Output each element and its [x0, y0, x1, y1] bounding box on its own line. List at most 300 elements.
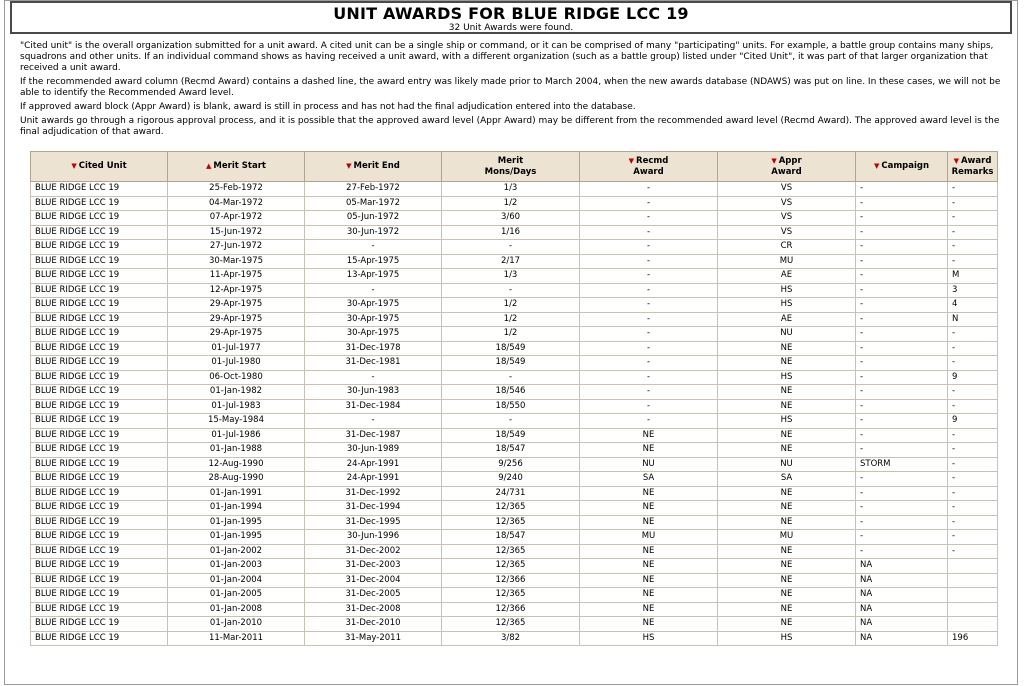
merit-duration-cell: 12/365	[442, 617, 580, 632]
cited-unit-cell: BLUE RIDGE LCC 19	[31, 544, 168, 559]
table-row	[31, 472, 998, 487]
merit-duration-cell: 1/3	[442, 182, 580, 197]
appr-award-cell: HS	[718, 370, 856, 385]
appr-award-cell: NE	[718, 501, 856, 516]
merit-start-cell: 01-Jan-1994	[168, 501, 305, 516]
cited-unit-cell: BLUE RIDGE LCC 19	[31, 559, 168, 574]
merit-duration-cell: 18/547	[442, 443, 580, 458]
column-label-line2: Award	[633, 166, 664, 177]
merit-start-cell: 30-Mar-1975	[168, 254, 305, 269]
merit-duration-cell: 9/256	[442, 457, 580, 472]
campaign-cell: -	[856, 240, 948, 255]
table-row	[31, 501, 998, 516]
merit-start-cell: 01-Jan-2003	[168, 559, 305, 574]
merit-start-cell: 29-Apr-1975	[168, 298, 305, 313]
merit-end-cell: 30-Jun-1983	[305, 385, 442, 400]
cited-unit-cell: BLUE RIDGE LCC 19	[31, 312, 168, 327]
campaign-cell: NA	[856, 573, 948, 588]
merit-start-cell: 01-Jan-2008	[168, 602, 305, 617]
appr-award-cell: NE	[718, 356, 856, 371]
campaign-cell: -	[856, 225, 948, 240]
column-header-merit-start[interactable]	[168, 152, 305, 182]
recmd-award-cell: -	[580, 385, 718, 400]
table-row	[31, 515, 998, 530]
award-remarks-cell	[948, 617, 998, 632]
recmd-award-cell: -	[580, 211, 718, 226]
award-remarks-cell: -	[948, 457, 998, 472]
appr-award-cell: VS	[718, 211, 856, 226]
appr-award-cell: MU	[718, 254, 856, 269]
campaign-cell: -	[856, 196, 948, 211]
recmd-award-cell: NE	[580, 515, 718, 530]
table-row	[31, 370, 998, 385]
merit-duration-cell: 9/240	[442, 472, 580, 487]
merit-end-cell: -	[305, 414, 442, 429]
recmd-award-cell: NE	[580, 486, 718, 501]
column-header-award-remarks[interactable]	[948, 152, 998, 182]
merit-end-cell: 31-Dec-2005	[305, 588, 442, 603]
title-box	[10, 1, 1012, 34]
column-header-merit-end[interactable]	[305, 152, 442, 182]
merit-end-cell: 31-May-2011	[305, 631, 442, 646]
merit-end-cell: 31-Dec-2008	[305, 602, 442, 617]
campaign-cell: -	[856, 298, 948, 313]
award-remarks-cell: -	[948, 530, 998, 545]
appr-award-cell: NE	[718, 602, 856, 617]
cited-unit-cell: BLUE RIDGE LCC 19	[31, 443, 168, 458]
appr-award-cell: HS	[718, 631, 856, 646]
campaign-cell: NA	[856, 588, 948, 603]
recmd-award-cell: NE	[580, 602, 718, 617]
merit-end-cell: 31-Dec-1994	[305, 501, 442, 516]
merit-start-cell: 11-Mar-2011	[168, 631, 305, 646]
table-row	[31, 240, 998, 255]
recmd-award-cell: -	[580, 182, 718, 197]
merit-start-cell: 01-Jul-1986	[168, 428, 305, 443]
campaign-cell: -	[856, 269, 948, 284]
merit-end-cell: 31-Dec-1987	[305, 428, 442, 443]
campaign-cell: -	[856, 399, 948, 414]
merit-start-cell: 15-Jun-1972	[168, 225, 305, 240]
table-row	[31, 414, 998, 429]
cited-unit-cell: BLUE RIDGE LCC 19	[31, 385, 168, 400]
recmd-award-cell: -	[580, 240, 718, 255]
cited-unit-cell: BLUE RIDGE LCC 19	[31, 428, 168, 443]
merit-end-cell: 30-Apr-1975	[305, 312, 442, 327]
cited-unit-cell: BLUE RIDGE LCC 19	[31, 414, 168, 429]
cited-unit-cell: BLUE RIDGE LCC 19	[31, 588, 168, 603]
page-title: UNIT AWARDS FOR BLUE RIDGE LCC 19	[333, 4, 689, 23]
merit-start-cell: 07-Apr-1972	[168, 211, 305, 226]
sort-down-icon[interactable]: ▼	[953, 156, 959, 165]
table-row	[31, 269, 998, 284]
sort-down-icon[interactable]: ▼	[71, 162, 77, 170]
award-remarks-cell	[948, 573, 998, 588]
appr-award-cell: VS	[718, 225, 856, 240]
appr-award-cell: CR	[718, 240, 856, 255]
sort-up-icon[interactable]: ▲	[206, 162, 212, 170]
recmd-award-cell: NE	[580, 573, 718, 588]
award-remarks-cell	[948, 588, 998, 603]
cited-unit-cell: BLUE RIDGE LCC 19	[31, 631, 168, 646]
merit-duration-cell: 24/731	[442, 486, 580, 501]
merit-end-cell: 24-Apr-1991	[305, 472, 442, 487]
merit-duration-cell: 12/366	[442, 602, 580, 617]
cited-unit-cell: BLUE RIDGE LCC 19	[31, 225, 168, 240]
table-row	[31, 341, 998, 356]
merit-duration-cell: 1/16	[442, 225, 580, 240]
appr-award-cell: NE	[718, 515, 856, 530]
award-remarks-cell: -	[948, 385, 998, 400]
merit-start-cell: 01-Jan-2002	[168, 544, 305, 559]
merit-start-cell: 01-Jan-2004	[168, 573, 305, 588]
merit-start-cell: 01-Jan-1995	[168, 530, 305, 545]
appr-award-cell: NE	[718, 559, 856, 574]
recmd-award-cell: -	[580, 254, 718, 269]
table-row	[31, 428, 998, 443]
column-header-appr-award[interactable]	[718, 152, 856, 182]
cited-unit-cell: BLUE RIDGE LCC 19	[31, 399, 168, 414]
table-row	[31, 559, 998, 574]
cited-unit-cell: BLUE RIDGE LCC 19	[31, 269, 168, 284]
column-label-line2: Remarks	[951, 166, 994, 177]
column-label: Campaign	[881, 161, 930, 171]
merit-end-cell: 31-Dec-2004	[305, 573, 442, 588]
note-cited-unit: "Cited unit" is the overall organization submitted for a unit award. A cited unit can be a single ship or command, or it can be comprised of many "participating" units. For example, a battle group contains many ships, squadrons and other units. If an individual command shows as having received a unit award, with a different organization (such as a battle group) listed under "Cited Unit", it was part of that larger organization that received a unit award.	[20, 41, 994, 73]
column-header-cited-unit[interactable]	[31, 152, 168, 182]
note-recmd-award: If the recommended award column (Recmd Award) contains a dashed line, the award entry was likely made prior to March 2004, when the new awards database (NDAWS) was put on line. In these cases, we will not be able to identify the Recommended Award level.	[20, 77, 1001, 98]
cited-unit-cell: BLUE RIDGE LCC 19	[31, 472, 168, 487]
column-label: Merit Start	[213, 161, 266, 171]
column-label-line2: Award	[771, 166, 802, 177]
table-row	[31, 385, 998, 400]
recmd-award-cell: NE	[580, 428, 718, 443]
recmd-award-cell: SA	[580, 472, 718, 487]
appr-award-cell: NE	[718, 617, 856, 632]
appr-award-cell: SA	[718, 472, 856, 487]
award-remarks-cell: N	[948, 312, 998, 327]
sort-down-icon[interactable]: ▼	[771, 156, 777, 165]
merit-end-cell: 31-Dec-1984	[305, 399, 442, 414]
note-appr-award: If approved award block (Appr Award) is blank, award is still in process and has not had the final adjudication entered into the database.	[20, 102, 636, 112]
award-remarks-cell: M	[948, 269, 998, 284]
merit-duration-cell: 1/2	[442, 327, 580, 342]
merit-start-cell: 01-Jan-1988	[168, 443, 305, 458]
merit-duration-cell: -	[442, 283, 580, 298]
recmd-award-cell: -	[580, 312, 718, 327]
table-row	[31, 530, 998, 545]
column-header-recmd-award[interactable]	[580, 152, 718, 182]
column-label: Merit End	[353, 161, 400, 171]
merit-end-cell: 31-Dec-1981	[305, 356, 442, 371]
table-row	[31, 196, 998, 211]
merit-start-cell: 15-May-1984	[168, 414, 305, 429]
recmd-award-cell: NE	[580, 588, 718, 603]
appr-award-cell: NE	[718, 443, 856, 458]
award-remarks-cell: -	[948, 225, 998, 240]
cited-unit-cell: BLUE RIDGE LCC 19	[31, 283, 168, 298]
campaign-cell: -	[856, 428, 948, 443]
merit-duration-cell: 18/550	[442, 399, 580, 414]
merit-start-cell: 11-Apr-1975	[168, 269, 305, 284]
merit-duration-cell: 18/549	[442, 356, 580, 371]
appr-award-cell: AE	[718, 269, 856, 284]
column-label: Recmd	[636, 155, 669, 166]
recmd-award-cell: NE	[580, 544, 718, 559]
table-row	[31, 283, 998, 298]
merit-duration-cell: 3/60	[442, 211, 580, 226]
merit-duration-cell: 18/546	[442, 385, 580, 400]
award-remarks-cell: -	[948, 472, 998, 487]
campaign-cell: -	[856, 370, 948, 385]
merit-end-cell: -	[305, 370, 442, 385]
merit-start-cell: 28-Aug-1990	[168, 472, 305, 487]
merit-start-cell: 01-Jul-1980	[168, 356, 305, 371]
table-row	[31, 225, 998, 240]
appr-award-cell: NE	[718, 573, 856, 588]
appr-award-cell: NE	[718, 544, 856, 559]
merit-start-cell: 01-Jan-1991	[168, 486, 305, 501]
cited-unit-cell: BLUE RIDGE LCC 19	[31, 327, 168, 342]
recmd-award-cell: -	[580, 298, 718, 313]
table-row	[31, 312, 998, 327]
cited-unit-cell: BLUE RIDGE LCC 19	[31, 341, 168, 356]
merit-start-cell: 12-Aug-1990	[168, 457, 305, 472]
merit-end-cell: 30-Apr-1975	[305, 327, 442, 342]
recmd-award-cell: HS	[580, 631, 718, 646]
cited-unit-cell: BLUE RIDGE LCC 19	[31, 254, 168, 269]
award-remarks-cell: -	[948, 254, 998, 269]
recmd-award-cell: -	[580, 196, 718, 211]
cited-unit-cell: BLUE RIDGE LCC 19	[31, 211, 168, 226]
campaign-cell: -	[856, 544, 948, 559]
cited-unit-cell: BLUE RIDGE LCC 19	[31, 182, 168, 197]
award-remarks-cell: 196	[948, 631, 998, 646]
cited-unit-cell: BLUE RIDGE LCC 19	[31, 617, 168, 632]
appr-award-cell: MU	[718, 530, 856, 545]
table-header-row	[31, 152, 998, 182]
merit-end-cell: 31-Dec-1978	[305, 341, 442, 356]
merit-start-cell: 01-Jan-2010	[168, 617, 305, 632]
table-row	[31, 327, 998, 342]
column-label-line2: Mons/Days	[484, 166, 537, 177]
table-row	[31, 443, 998, 458]
merit-end-cell: 27-Feb-1972	[305, 182, 442, 197]
merit-duration-cell: 2/17	[442, 254, 580, 269]
table-row	[31, 457, 998, 472]
award-remarks-cell	[948, 602, 998, 617]
column-header-merit-mons-days	[442, 152, 580, 182]
table-row	[31, 602, 998, 617]
cited-unit-cell: BLUE RIDGE LCC 19	[31, 457, 168, 472]
recmd-award-cell: -	[580, 341, 718, 356]
recmd-award-cell: -	[580, 356, 718, 371]
campaign-cell: -	[856, 312, 948, 327]
award-remarks-cell: -	[948, 356, 998, 371]
column-label: Merit	[497, 155, 524, 166]
merit-start-cell: 25-Feb-1972	[168, 182, 305, 197]
recmd-award-cell: -	[580, 269, 718, 284]
appr-award-cell: NE	[718, 399, 856, 414]
campaign-cell: -	[856, 341, 948, 356]
campaign-cell: -	[856, 472, 948, 487]
merit-duration-cell: 1/3	[442, 269, 580, 284]
merit-duration-cell: -	[442, 414, 580, 429]
column-label: Appr	[778, 155, 802, 166]
appr-award-cell: NU	[718, 457, 856, 472]
cited-unit-cell: BLUE RIDGE LCC 19	[31, 602, 168, 617]
award-remarks-cell: -	[948, 327, 998, 342]
recmd-award-cell: NE	[580, 559, 718, 574]
campaign-cell: -	[856, 443, 948, 458]
results-count: 32 Unit Awards were found.	[448, 23, 574, 33]
recmd-award-cell: -	[580, 327, 718, 342]
award-remarks-cell: -	[948, 428, 998, 443]
merit-duration-cell: 18/549	[442, 341, 580, 356]
table-row	[31, 254, 998, 269]
campaign-cell: -	[856, 182, 948, 197]
award-remarks-cell: 9	[948, 370, 998, 385]
cited-unit-cell: BLUE RIDGE LCC 19	[31, 486, 168, 501]
appr-award-cell: NE	[718, 385, 856, 400]
cited-unit-cell: BLUE RIDGE LCC 19	[31, 501, 168, 516]
merit-duration-cell: 12/365	[442, 501, 580, 516]
merit-end-cell: 30-Jun-1989	[305, 443, 442, 458]
merit-duration-cell: 1/2	[442, 196, 580, 211]
campaign-cell: -	[856, 254, 948, 269]
cited-unit-cell: BLUE RIDGE LCC 19	[31, 515, 168, 530]
campaign-cell: -	[856, 283, 948, 298]
campaign-cell: NA	[856, 631, 948, 646]
table-row	[31, 631, 998, 646]
campaign-cell: NA	[856, 559, 948, 574]
sort-down-icon[interactable]: ▼	[346, 162, 352, 170]
table-row	[31, 211, 998, 226]
merit-end-cell: 31-Dec-2003	[305, 559, 442, 574]
merit-start-cell: 01-Jan-2005	[168, 588, 305, 603]
recmd-award-cell: NE	[580, 501, 718, 516]
campaign-cell: -	[856, 356, 948, 371]
award-remarks-cell: -	[948, 544, 998, 559]
merit-duration-cell: 12/366	[442, 573, 580, 588]
note-approval-process: Unit awards go through a rigorous approval process, and it is possible that the approved award level (Appr Award) may be different from the recommended award level (Recmd Award). The approved award level is the final adjudication of that award.	[20, 116, 1000, 137]
recmd-award-cell: -	[580, 225, 718, 240]
award-remarks-cell	[948, 559, 998, 574]
award-remarks-cell: 3	[948, 283, 998, 298]
merit-start-cell: 01-Jan-1995	[168, 515, 305, 530]
table-row	[31, 573, 998, 588]
award-remarks-cell: -	[948, 443, 998, 458]
merit-end-cell: 15-Apr-1975	[305, 254, 442, 269]
award-remarks-cell: -	[948, 240, 998, 255]
award-remarks-cell: -	[948, 486, 998, 501]
merit-end-cell: 30-Apr-1975	[305, 298, 442, 313]
cited-unit-cell: BLUE RIDGE LCC 19	[31, 240, 168, 255]
campaign-cell: -	[856, 530, 948, 545]
merit-end-cell: 30-Jun-1996	[305, 530, 442, 545]
campaign-cell: -	[856, 414, 948, 429]
recmd-award-cell: NE	[580, 617, 718, 632]
merit-start-cell: 27-Jun-1972	[168, 240, 305, 255]
explanatory-notes	[20, 41, 1010, 141]
sort-down-icon[interactable]: ▼	[873, 162, 880, 170]
award-remarks-cell: -	[948, 182, 998, 197]
recmd-award-cell: NU	[580, 457, 718, 472]
column-header-campaign[interactable]	[856, 152, 948, 182]
merit-end-cell: 31-Dec-2002	[305, 544, 442, 559]
table-row	[31, 544, 998, 559]
sort-down-icon[interactable]: ▼	[628, 156, 635, 165]
merit-start-cell: 29-Apr-1975	[168, 327, 305, 342]
recmd-award-cell: NE	[580, 443, 718, 458]
appr-award-cell: NE	[718, 428, 856, 443]
recmd-award-cell: -	[580, 414, 718, 429]
table-row	[31, 486, 998, 501]
merit-end-cell: 30-Jun-1972	[305, 225, 442, 240]
merit-end-cell: 05-Jun-1972	[305, 211, 442, 226]
cited-unit-cell: BLUE RIDGE LCC 19	[31, 573, 168, 588]
unit-awards-table	[30, 151, 998, 646]
merit-end-cell: 31-Dec-1995	[305, 515, 442, 530]
merit-end-cell: 13-Apr-1975	[305, 269, 442, 284]
appr-award-cell: HS	[718, 414, 856, 429]
appr-award-cell: HS	[718, 298, 856, 313]
campaign-cell: -	[856, 385, 948, 400]
appr-award-cell: NE	[718, 588, 856, 603]
award-remarks-cell: -	[948, 399, 998, 414]
table-body	[31, 182, 998, 646]
appr-award-cell: VS	[718, 196, 856, 211]
merit-duration-cell: -	[442, 240, 580, 255]
appr-award-cell: NE	[718, 486, 856, 501]
table-row	[31, 399, 998, 414]
award-remarks-cell: -	[948, 211, 998, 226]
merit-start-cell: 29-Apr-1975	[168, 312, 305, 327]
campaign-cell: -	[856, 211, 948, 226]
appr-award-cell: NU	[718, 327, 856, 342]
campaign-cell: -	[856, 486, 948, 501]
merit-duration-cell: 18/547	[442, 530, 580, 545]
merit-end-cell: 31-Dec-2010	[305, 617, 442, 632]
campaign-cell: NA	[856, 617, 948, 632]
merit-duration-cell: 1/2	[442, 298, 580, 313]
campaign-cell: -	[856, 327, 948, 342]
appr-award-cell: VS	[718, 182, 856, 197]
award-remarks-cell: 4	[948, 298, 998, 313]
merit-end-cell: -	[305, 283, 442, 298]
merit-start-cell: 01-Jul-1983	[168, 399, 305, 414]
column-label: Cited Unit	[78, 161, 127, 171]
merit-start-cell: 01-Jul-1977	[168, 341, 305, 356]
recmd-award-cell: -	[580, 399, 718, 414]
cited-unit-cell: BLUE RIDGE LCC 19	[31, 196, 168, 211]
appr-award-cell: NE	[718, 341, 856, 356]
award-remarks-cell: -	[948, 515, 998, 530]
campaign-cell: -	[856, 501, 948, 516]
award-remarks-cell: -	[948, 341, 998, 356]
cited-unit-cell: BLUE RIDGE LCC 19	[31, 530, 168, 545]
recmd-award-cell: -	[580, 370, 718, 385]
merit-duration-cell: -	[442, 370, 580, 385]
merit-duration-cell: 12/365	[442, 544, 580, 559]
award-remarks-cell: -	[948, 501, 998, 516]
merit-start-cell: 04-Mar-1972	[168, 196, 305, 211]
merit-duration-cell: 12/365	[442, 588, 580, 603]
merit-start-cell: 01-Jan-1982	[168, 385, 305, 400]
merit-end-cell: 31-Dec-1992	[305, 486, 442, 501]
merit-duration-cell: 12/365	[442, 515, 580, 530]
campaign-cell: -	[856, 515, 948, 530]
